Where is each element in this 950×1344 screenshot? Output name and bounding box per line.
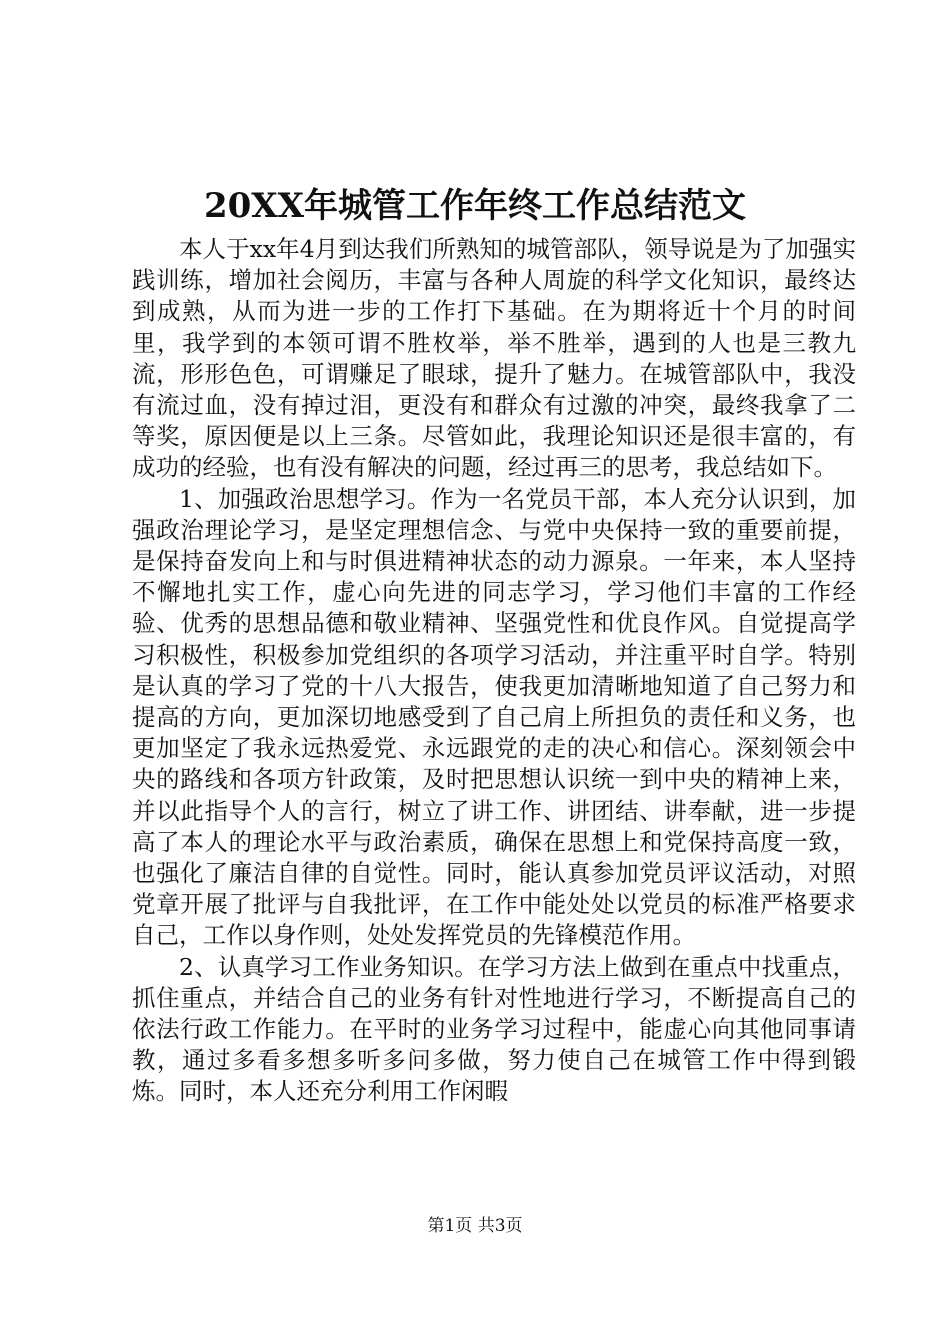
paragraph-political-study: 1、加强政治思想学习。作为一名党员干部，本人充分认识到，加强政治理论学习，是坚定理想信念、与党中央保持一致的重要前提，是保持奋发向上和与时俱进精神状态的动力源泉。一年来，本人坚持不懈地扎实工作，虚心向先进的同志学习，学习他们丰富的工作经验、优秀的思想品德和敬业精神、坚强党性和优良作风。自觉提高学习积极性，积极参加党组织的各项学习活动，并注重平时自学。特别是认真的学习了党的十八大报告，使我更加清晰地知道了自己努力和提高的方向，更加深切地感受到了自己肩上所担负的责任和义务，也更加坚定了我永远热爱党、永远跟党的走的决心和信心。深刻领会中央的路线和各项方针政策，及时把思想认识统一到中央的精神上来，并以此指导个人的言行，树立了讲工作、讲团结、讲奉献，进一步提高了本人的理论水平与政治素质，确保在思想上和党保持高度一致，也强化了廉洁自律的自觉性。同时，能认真参加党员评议活动，对照党章开展了批评与自我批评，在工作中能处处以党员的标准严格要求自己，工作以身作则，处处发挥党员的先锋模范作用。 [132,484,856,950]
paragraph-business-study: 2、认真学习工作业务知识。在学习方法上做到在重点中找重点，抓住重点，并结合自己的业务有针对性地进行学习，不断提高自己的依法行政工作能力。在平时的业务学习过程中，能虚心向其他同事请教，通过多看多想多听多问多做，努力使自己在城管工作中得到锻炼。同时，本人还充分利用工作闲暇 [132,952,856,1106]
paragraph-intro: 本人于xx年4月到达我们所熟知的城管部队，领导说是为了加强实践训练，增加社会阅历，丰富与各种人周旋的科学文化知识，最终达到成熟，从而为进一步的工作打下基础。在为期将近十个月的时间里，我学到的本领可谓不胜枚举，举不胜举，遇到的人也是三教九流，形形色色，可谓赚足了眼球，提升了魅力。在城管部队中，我没有流过血，没有掉过泪，更没有和群众有过激的冲突，最终我拿了二等奖，原因便是以上三条。尽管如此，我理论知识还是很丰富的，有成功的经验，也有没有解决的问题，经过再三的思考，我总结如下。 [132,235,856,482]
document-body [132,234,856,1108]
page-number-footer: 第1页 共3页 [427,1216,523,1236]
document-title: 20XX年城管工作年终工作总结范文 [203,186,747,226]
